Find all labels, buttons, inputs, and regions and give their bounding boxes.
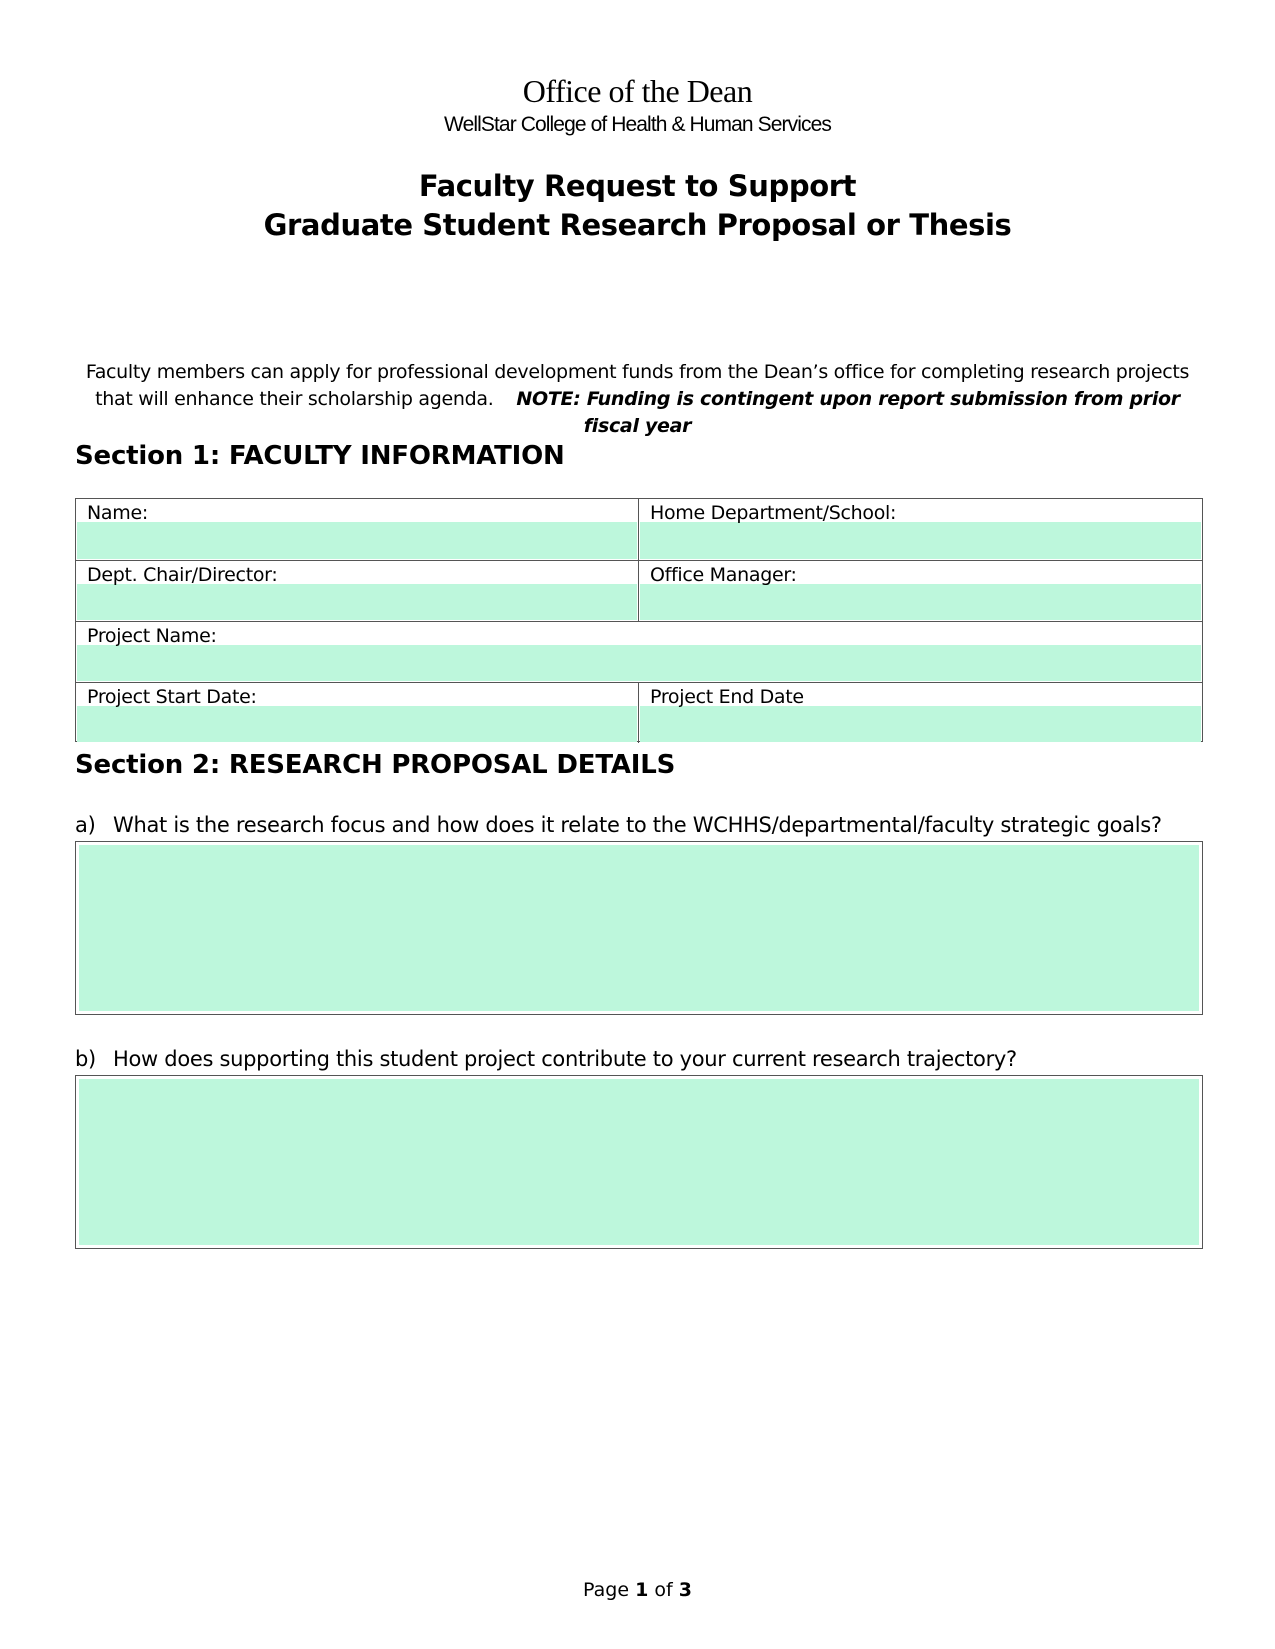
start-date-cell	[76, 683, 639, 743]
name-cell	[76, 499, 639, 560]
question-a	[75, 813, 1162, 837]
section-1-heading: Section 1: FACULTY INFORMATION	[75, 441, 565, 471]
answer-b-field[interactable]	[75, 1075, 1203, 1249]
form-title	[0, 167, 1275, 245]
faculty-info-table	[75, 498, 1203, 742]
table-row	[76, 682, 1202, 743]
total-pages: 3	[678, 1579, 692, 1601]
start-date-label: Project Start Date:	[87, 686, 257, 708]
end-date-cell	[639, 683, 1202, 743]
intro-note: NOTE: Funding is contingent upon report submission from prior fiscal year	[516, 388, 1180, 437]
name-field[interactable]	[77, 522, 637, 559]
name-label: Name:	[87, 502, 148, 524]
home-department-cell	[639, 499, 1202, 560]
current-page: 1	[635, 1579, 649, 1601]
start-date-field[interactable]	[77, 706, 637, 742]
answer-b-fill	[79, 1079, 1199, 1245]
office-manager-cell	[639, 561, 1202, 621]
home-department-label: Home Department/School:	[650, 502, 897, 524]
intro-paragraph	[75, 359, 1200, 440]
section-2-heading: Section 2: RESEARCH PROPOSAL DETAILS	[75, 750, 676, 780]
table-row	[76, 621, 1202, 682]
page-word: Page	[583, 1579, 630, 1601]
office-manager-label: Office Manager:	[650, 564, 797, 586]
page-number	[0, 1579, 1275, 1601]
office-title: Office of the Dean	[522, 73, 753, 109]
dept-chair-cell	[76, 561, 639, 621]
question-b-letter: b)	[75, 1047, 96, 1071]
project-name-label: Project Name:	[87, 625, 217, 647]
of-word: of	[654, 1579, 673, 1601]
question-b-text: How does supporting this student project contribute to your current research trajectory?	[113, 1047, 1017, 1071]
end-date-label: Project End Date	[650, 686, 804, 708]
home-department-field[interactable]	[640, 522, 1201, 559]
intro-text: Faculty members can apply for professional development funds from the Dean’s office for completing research projects that will enhance their scholarship agenda.	[85, 361, 1190, 410]
answer-a-fill	[79, 845, 1199, 1011]
table-row	[76, 560, 1202, 621]
dept-chair-label: Dept. Chair/Director:	[87, 564, 278, 586]
form-title-line-1: Faculty Request to Support	[418, 169, 857, 203]
dept-chair-field[interactable]	[77, 584, 637, 620]
answer-a-field[interactable]	[75, 841, 1203, 1015]
project-name-field[interactable]	[77, 645, 1201, 681]
end-date-field[interactable]	[640, 706, 1201, 742]
table-row	[76, 499, 1202, 560]
office-manager-field[interactable]	[640, 584, 1201, 620]
question-a-text: What is the research focus and how does it relate to the WCHHS/departmental/faculty strategic goals?	[113, 813, 1162, 837]
project-name-cell	[76, 622, 1202, 682]
question-b	[75, 1047, 1017, 1071]
college-name: WellStar College of Health & Human Services	[444, 113, 831, 136]
question-a-letter: a)	[75, 813, 96, 837]
form-title-line-2: Graduate Student Research Proposal or Thesis	[263, 208, 1012, 242]
